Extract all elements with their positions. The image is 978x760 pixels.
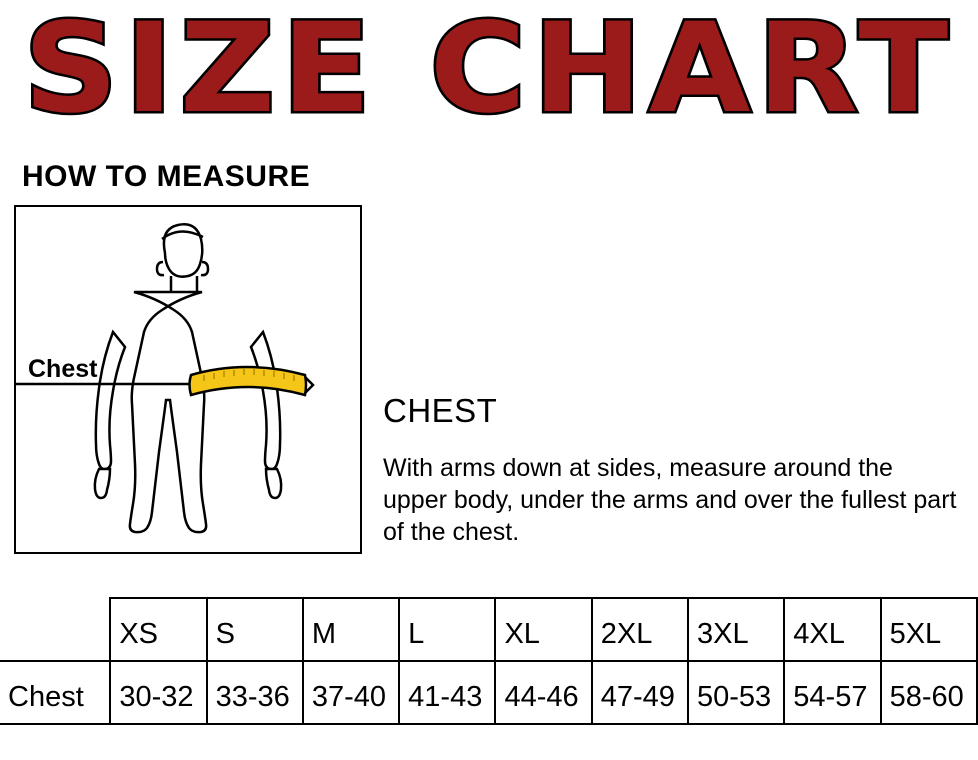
table-cell-chest-l: 41-43 <box>399 661 495 724</box>
table-cell-chest-s: 33-36 <box>207 661 303 724</box>
table-row-label-chest: Chest <box>0 661 110 724</box>
table-header-l: L <box>399 598 495 661</box>
table-header-5xl: 5XL <box>881 598 977 661</box>
description-body: With arms down at sides, measure around the upper body, under the arms and over the fullest part of the chest. <box>383 454 957 546</box>
table-cell-chest-5xl: 58-60 <box>881 661 977 724</box>
page-title: SIZE CHART <box>23 0 955 141</box>
table-header-3xl: 3XL <box>688 598 784 661</box>
table-corner-cell <box>0 598 110 661</box>
table-header-xs: XS <box>110 598 206 661</box>
figure-chest-label: Chest <box>28 355 98 383</box>
table-cell-chest-xl: 44-46 <box>495 661 591 724</box>
how-to-measure-heading: HOW TO MEASURE <box>22 160 311 193</box>
table-row <box>0 661 977 724</box>
table-header-row <box>0 598 977 661</box>
table-cell-chest-4xl: 54-57 <box>784 661 880 724</box>
table-header-s: S <box>207 598 303 661</box>
table-cell-chest-2xl: 47-49 <box>592 661 688 724</box>
table-header-4xl: 4XL <box>784 598 880 661</box>
table-header-m: M <box>303 598 399 661</box>
size-chart-table <box>0 597 978 725</box>
table-cell-chest-xs: 30-32 <box>110 661 206 724</box>
table-header-2xl: 2XL <box>592 598 688 661</box>
table-cell-chest-m: 37-40 <box>303 661 399 724</box>
table-header-xl: XL <box>495 598 591 661</box>
table-cell-chest-3xl: 50-53 <box>688 661 784 724</box>
description-title: CHEST <box>383 392 498 429</box>
